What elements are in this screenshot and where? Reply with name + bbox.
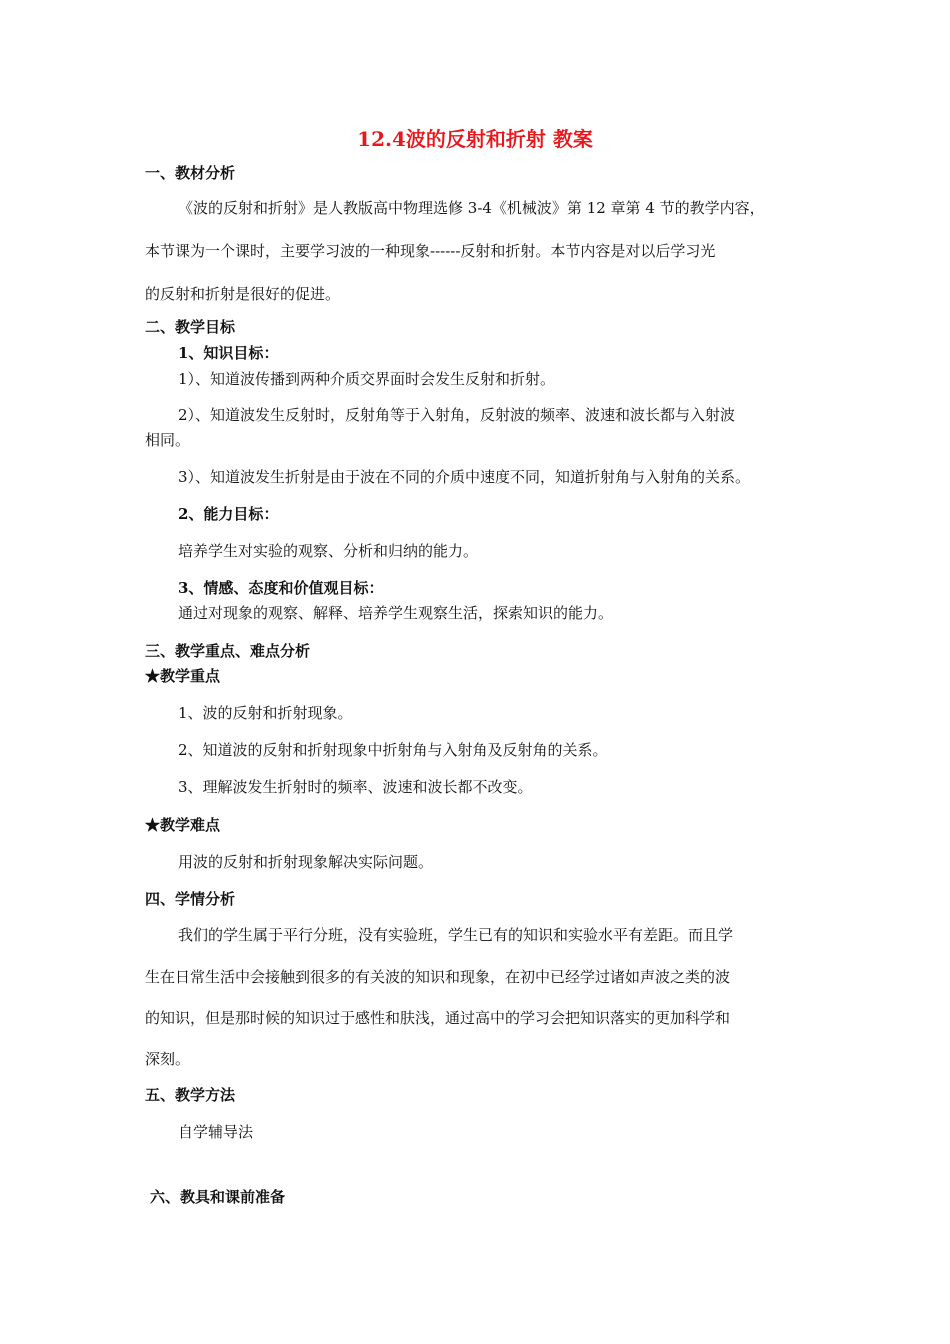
- list-item: 2、知道波的反射和折射现象中折射角与入射角及反射角的关系。: [178, 741, 608, 759]
- paragraph-line: 本节课为一个课时，主要学习波的一种现象------反射和折射。本节内容是对以后学习光: [145, 242, 716, 260]
- list-item-continuation: 相同。: [145, 431, 191, 449]
- subheading-key-points: ★教学重点: [145, 667, 221, 685]
- paragraph-line: 深刻。: [145, 1050, 191, 1068]
- paragraph-line: 我们的学生属于平行分班，没有实验班，学生已有的知识和实验水平有差距。而且学: [178, 926, 734, 944]
- paragraph-line: 通过对现象的观察、解释、培养学生观察生活，探索知识的能力。: [178, 604, 614, 622]
- subheading-ability-goals: 2、能力目标：: [178, 505, 279, 523]
- paragraph-line: 生在日常生活中会接触到很多的有关波的知识和现象，在初中已经学过诸如声波之类的波: [145, 968, 731, 986]
- list-item: 1、波的反射和折射现象。: [178, 704, 353, 722]
- section-heading-teaching-aids: 六、教具和课前准备: [150, 1188, 286, 1206]
- paragraph-line: 《波的反射和折射》是人教版高中物理选修 3-4《机械波》第 12 章第 4 节的教学内容，: [178, 199, 765, 217]
- section-heading-key-difficult-points: 三、教学重点、难点分析: [145, 642, 311, 660]
- section-heading-textbook-analysis: 一、教材分析: [145, 164, 236, 182]
- list-item: 3）、知道波发生折射是由于波在不同的介质中速度不同，知道折射角与入射角的关系。: [178, 468, 751, 486]
- section-heading-teaching-method: 五、教学方法: [145, 1086, 236, 1104]
- document-title: 12.4波的反射和折射 教案: [357, 127, 593, 151]
- section-heading-student-analysis: 四、学情分析: [145, 890, 236, 908]
- paragraph-line: 自学辅导法: [178, 1123, 254, 1141]
- subheading-knowledge-goals: 1、知识目标：: [178, 344, 279, 362]
- paragraph-line: 培养学生对实验的观察、分析和归纳的能力。: [178, 542, 479, 560]
- paragraph-line: 用波的反射和折射现象解决实际问题。: [178, 853, 434, 871]
- subheading-difficult-points: ★教学难点: [145, 816, 221, 834]
- paragraph-line: 的反射和折射是很好的促进。: [145, 285, 341, 303]
- paragraph-line: 的知识，但是那时候的知识过于感性和肤浅，通过高中的学习会把知识落实的更加科学和: [145, 1009, 731, 1027]
- subheading-emotion-goals: 3、情感、态度和价值观目标：: [178, 579, 384, 597]
- list-item: 3、理解波发生折射时的频率、波速和波长都不改变。: [178, 778, 533, 796]
- list-item: 1）、知道波传播到两种介质交界面时会发生反射和折射。: [178, 370, 556, 388]
- list-item: 2）、知道波发生反射时，反射角等于入射角，反射波的频率、波速和波长都与入射波: [178, 406, 736, 424]
- section-heading-teaching-goals: 二、教学目标: [145, 318, 236, 336]
